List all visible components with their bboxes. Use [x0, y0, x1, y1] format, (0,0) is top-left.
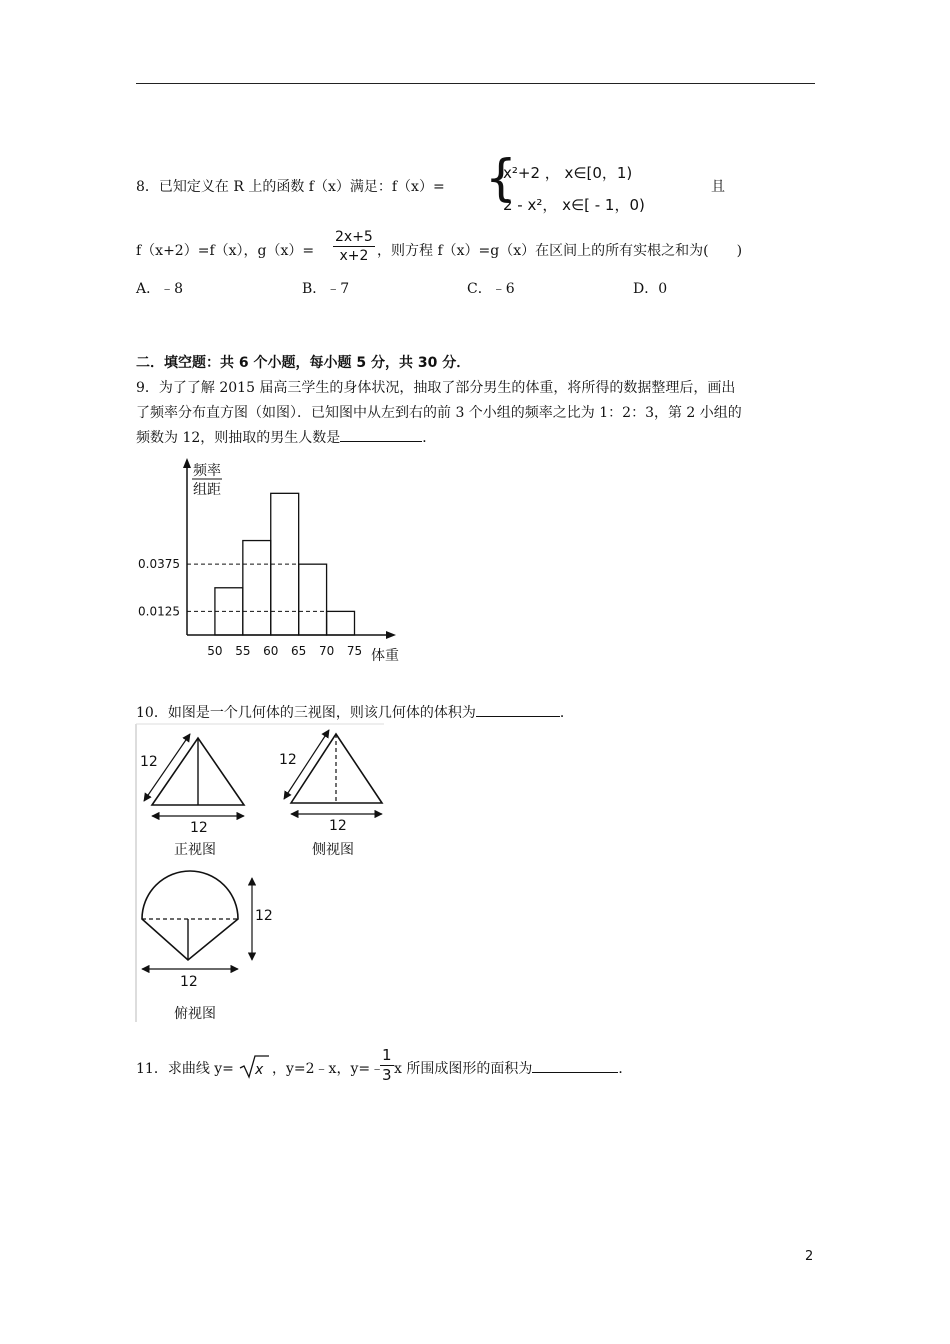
histogram-bar-55-60	[243, 541, 271, 635]
q9-line-3	[136, 427, 436, 447]
q8-option-c: C．﹣6	[467, 281, 515, 297]
q11-suffix	[394, 1058, 632, 1078]
top-view-height-label: 12	[255, 908, 273, 924]
q8-line2-prefix: f（x+2）=f（x），g（x）=	[136, 243, 315, 259]
front-view-slant-label: 12	[140, 754, 158, 770]
x-tick-label: 70	[318, 644, 335, 658]
q11-suffix-text: x 所围成图形的面积为	[394, 1061, 533, 1077]
q11-sqrt-argument: x	[255, 1062, 264, 1078]
q11-fraction-numerator: 1	[382, 1046, 392, 1064]
q8-fraction-denominator: x+2	[339, 248, 369, 264]
sqrt-symbol-icon	[238, 1054, 270, 1080]
section-2-title: 二．填空题：共 6 个小题，每小题 5 分，共 30 分．	[136, 355, 471, 371]
q8-case-2: 2 - x²， x∈[ - 1，0)	[503, 196, 645, 214]
q11-fraction-denominator: 3	[382, 1066, 392, 1084]
q10-text-end: ．	[559, 705, 574, 721]
three-view-figure	[134, 722, 386, 1024]
q11-middle: ，y=2﹣x，y=﹣	[272, 1061, 385, 1077]
header-rule	[136, 83, 815, 84]
q9-line-2: 了频率分布直方图（如图）．已知图中从左到右的前 3 个小组的频率之比为 1：2：3，第 2 小组的	[136, 405, 742, 421]
q8-line1-prefix: 8．已知定义在 R 上的函数 f（x）满足：f（x）=	[136, 179, 445, 195]
x-tick-label: 60	[263, 644, 279, 658]
q8-option-d: D．0	[633, 281, 668, 297]
q9-answer-blank	[340, 427, 422, 442]
front-view-caption: 正视图	[174, 842, 216, 858]
q10-text-body: 10．如图是一个几何体的三视图，则该几何体的体积为	[136, 705, 476, 721]
front-view	[140, 734, 244, 858]
q11-suffix-end: ．	[618, 1061, 633, 1077]
top-view-width-label: 12	[180, 974, 198, 990]
histogram-bar-70-75	[327, 611, 355, 635]
top-view	[142, 871, 273, 1022]
x-tick-label: 55	[235, 644, 251, 658]
front-view-base-label: 12	[190, 820, 208, 836]
q9-line-1: 9．为了了解 2015 届高三学生的身体状况，抽取了部分男生的体重，将所得的数据整理后，画出	[136, 380, 736, 396]
frequency-histogram	[130, 455, 420, 670]
side-view-slant-label: 12	[279, 752, 297, 768]
x-tick-label: 75	[346, 644, 363, 658]
side-view-base-label: 12	[329, 818, 347, 834]
q11-prefix: 11．求曲线 y=	[136, 1061, 234, 1077]
q11-fraction	[380, 1046, 394, 1085]
top-view-caption: 俯视图	[174, 1006, 216, 1022]
side-view	[279, 730, 382, 858]
x-tick-label: 50	[207, 644, 223, 658]
piecewise-brace: {	[485, 149, 517, 207]
y-tick-label: 0.0125	[138, 604, 180, 619]
q10-text	[136, 702, 574, 722]
q8-fraction-numerator: 2x+5	[335, 229, 373, 245]
histogram-bar-65-70	[299, 564, 327, 635]
top-view-outline	[142, 871, 238, 960]
q8-option-a: A．﹣8	[136, 281, 184, 297]
q11-answer-blank	[532, 1058, 618, 1073]
side-view-caption: 侧视图	[312, 842, 354, 858]
q8-line2-suffix: ，则方程 f（x）=g（x）在区间上的所有实根之和为( )	[377, 243, 743, 259]
q8-option-b: B．﹣7	[302, 281, 350, 297]
x-axis-label: 体重	[371, 648, 399, 664]
q9-line-3-text: 频数为 12，则抽取的男生人数是	[136, 430, 341, 446]
q8-fraction	[333, 228, 375, 265]
x-tick-label: 65	[291, 644, 307, 658]
q9-line-3-end: ．	[422, 430, 437, 446]
y-label-bottom: 组距	[193, 482, 221, 498]
q8-line1-suffix: 且	[711, 179, 725, 195]
y-axis-arrow	[183, 458, 191, 468]
q8-case-1: x²+2 ， x∈[0，1)	[503, 164, 633, 182]
page-number: 2	[805, 1249, 814, 1264]
x-axis-arrow	[386, 631, 396, 639]
y-label-top: 频率	[193, 463, 221, 479]
q10-answer-blank	[476, 702, 560, 717]
y-tick-label: 0.0375	[138, 557, 180, 572]
